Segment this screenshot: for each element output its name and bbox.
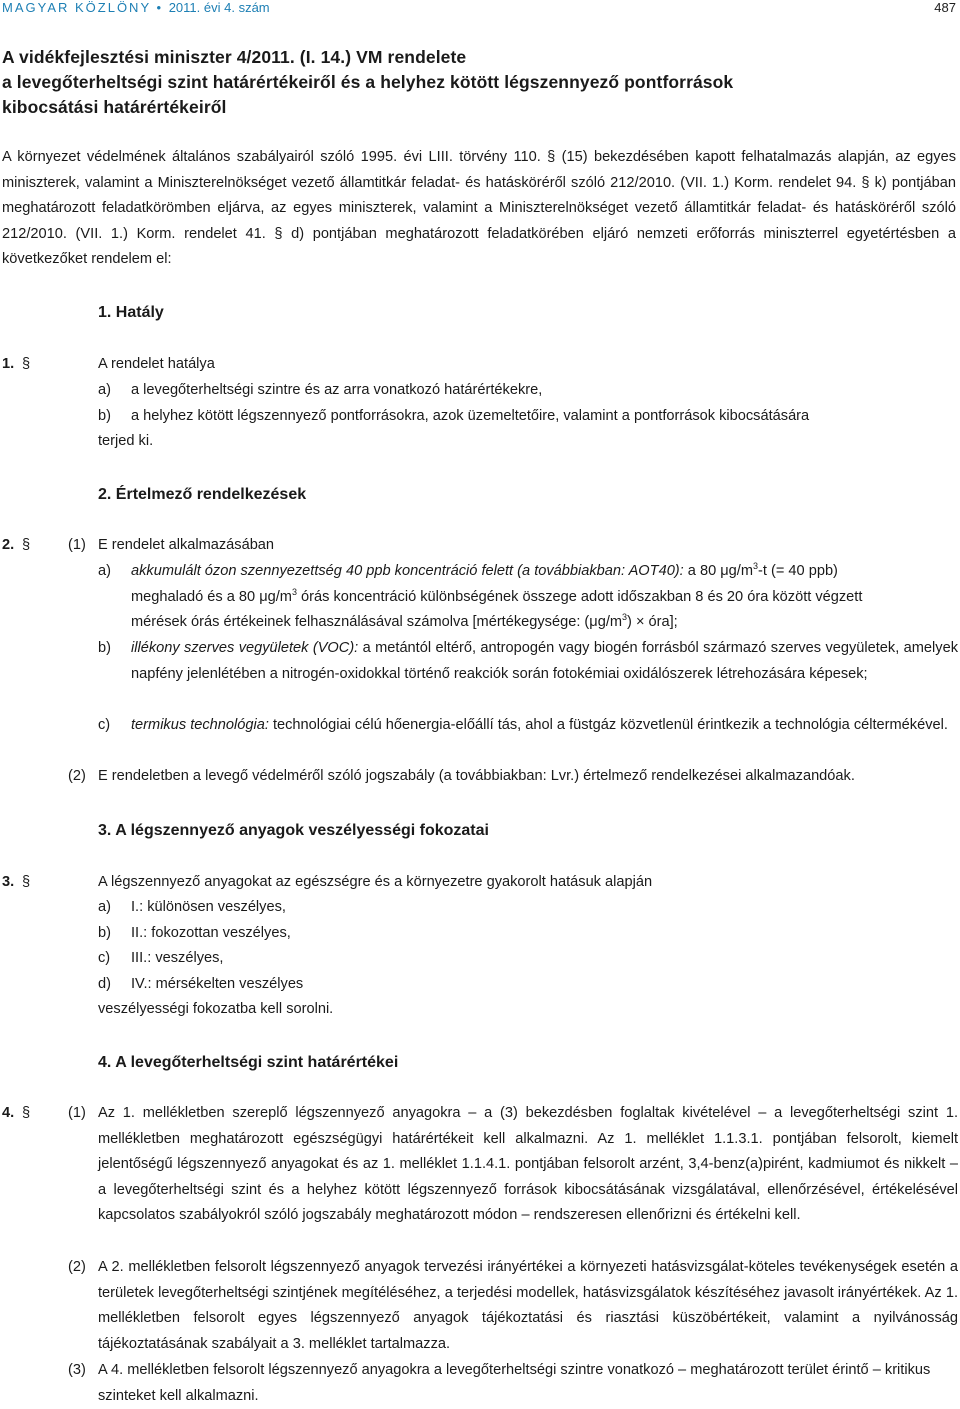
defined-term: akkumulált ózon szennyezettség 40 ppb koncentráció felett (a továbbiakban: AOT40): bbox=[131, 563, 684, 579]
item-letter: a) bbox=[98, 382, 111, 398]
definition-text: illékony szerves vegyületek (VOC): a metántól eltérő, antropogén vagy biogén forrásból származó szerves vegyületek, amelyek napfény jelenlétében a nitrogén-oxidokkal történő reakciók során fotokémiai oxidálószerek létrehozására képesek; bbox=[131, 640, 958, 682]
subsection-text: Az 1. mellékletben szereplő légszennyező anyagokra – a (3) bekezdésben foglaltak kivételével – a levegőterheltségi szint 1. mellékletben meghatározott egészségügyi határértékeit kell alkalmazni. Az 1. melléklet 1.1.3.1. pontjában felsorolt, kiemelt jelentőségű légszennyező anyagokat és az 1. melléklet 1.1.4.1. pontjában felsorolt arzént, 3,4-benz(a)pirént, kadmiumot és nikkelt – a levegőterheltségi szint és a helyhez kötött légszennyező források kibocsátásának vizsgálatával, ellenőrzésével, értékelésével kapcsolatos szabályokról szóló jogszabály meghatározott módon – rendszeresen ellenőrizni és értékelni kell. bbox=[98, 1105, 958, 1224]
section-symbol: § bbox=[22, 356, 31, 372]
title-line-2: a levegőterheltségi szint határértékeiről és a helyhez kötött légszennyező pontforrások bbox=[2, 72, 734, 92]
item-letter: b) bbox=[98, 408, 111, 424]
paragraph-4-2 bbox=[2, 1255, 958, 1365]
subsection-text: E rendelet alkalmazásában bbox=[98, 537, 275, 553]
paragraph-number: 2. bbox=[2, 537, 15, 553]
paragraph-text: A légszennyező anyagokat az egészségre és a környezetre gyakorolt hatásuk alapján bbox=[98, 874, 653, 890]
section-2-heading: 2. Értelmező rendelkezések bbox=[98, 486, 307, 503]
list-item: a) I.: különösen veszélyes, bbox=[98, 899, 286, 915]
subsection-number: (2) bbox=[68, 768, 86, 784]
section-1-heading: 1. Hatály bbox=[98, 304, 164, 321]
section-symbol: § bbox=[22, 874, 31, 890]
section-symbol: § bbox=[22, 1105, 31, 1121]
defined-term: termikus technológia: bbox=[131, 717, 269, 733]
paragraph-1 bbox=[2, 352, 958, 378]
subsection-2-2 bbox=[2, 764, 958, 790]
paragraph-4-1 bbox=[2, 1101, 958, 1261]
section-symbol: § bbox=[22, 537, 31, 553]
subsection-number: (2) bbox=[68, 1259, 86, 1275]
item-letter: b) bbox=[98, 640, 111, 656]
header-left bbox=[2, 0, 270, 15]
paragraph-4-3 bbox=[2, 1358, 958, 1406]
continuation-text: terjed ki. bbox=[98, 433, 154, 449]
paragraph-3 bbox=[2, 870, 958, 896]
definition-c bbox=[2, 713, 958, 765]
definition-line: mérések órás értékeinek felhasználásával számolva [mértékegysége: $(\mu g/m^3)$ × óra]; bbox=[131, 612, 678, 631]
paragraph-2 bbox=[2, 533, 958, 559]
paragraph-number: 1. bbox=[2, 356, 15, 372]
subsection-text: E rendeletben a levegő védelméről szóló jogszabály (a továbbiakban: Lvr.) értelmező rendelkezései alkalmazandóak. bbox=[98, 768, 855, 784]
definition-line: akkumulált ózon szennyezettség 40 ppb koncentráció felett (a továbbiakban: AOT40): a 80 $\mu g/m^3-t$ (= 40 ppb) bbox=[131, 561, 838, 579]
paragraph-number: 4. bbox=[2, 1105, 15, 1121]
list-item: c) III.: veszélyes, bbox=[98, 950, 224, 966]
closing-text: veszélyességi fokozatba kell sorolni. bbox=[98, 1001, 334, 1017]
list-item-a bbox=[2, 378, 958, 404]
issue-label: 2011. évi 4. szám bbox=[168, 0, 270, 15]
header-bullet: • bbox=[156, 0, 164, 15]
subsection-number: (1) bbox=[68, 1105, 86, 1121]
definition-text: termikus technológia: technológiai célú hőenergia-előállí tás, ahol a füstgáz közvetlenül érintkezik a technológia céltermékével. bbox=[131, 717, 948, 733]
item-text: a helyhez kötött légszennyező pontforrásokra, azok üzemeltetőire, valamint a pontforrások kibocsátására bbox=[131, 408, 810, 424]
section-3-heading: 3. A légszennyező anyagok veszélyességi fokozatai bbox=[98, 822, 489, 839]
defined-term: illékony szerves vegyületek (VOC): bbox=[131, 640, 359, 656]
definition-text bbox=[131, 559, 958, 636]
title-line-1: A vidékfejlesztési miniszter 4/2011. (I. 14.) VM rendelete bbox=[2, 47, 467, 67]
preamble: A környezet védelmének általános szabályairól szóló 1995. évi LIII. törvény 110. § (15) bekezdésében kapott felhatalmazás alapján, az egyes miniszterek, valamint a Miniszterelnökséget vezető államtitkár feladat- és hatásköréről szóló 212/2010. (VII. 1.) Korm. rendelet 94. § k) pontjában meghatározott feladatkörömben eljárva, az egyes miniszterek, valamint a Miniszterelnökséget vezető államtitkár feladat- és hatásköréről szóló 212/2010. (VII. 1.) Korm. rendelet 41. § d) pontjában meghatározott feladatkörében eljáró nemzeti erőforrás miniszterrel egyetértésben a következőket rendelem el: bbox=[2, 149, 956, 268]
section-4-heading: 4. A levegőterheltségi szint határértékei bbox=[98, 1054, 399, 1071]
list-item: d) IV.: mérsékelten veszélyes bbox=[98, 976, 304, 992]
document-title bbox=[2, 45, 952, 120]
title-line-3: kibocsátási határértékeiről bbox=[2, 97, 227, 117]
journal-name: MAGYAR KÖZLÖNY bbox=[2, 0, 151, 15]
list-item-b bbox=[2, 404, 958, 430]
definition-line: meghaladó és a 80 $\mu g/m^3$ órás koncentráció különbségének összege adott időszakban 8 és 20 óra között végzett bbox=[131, 586, 863, 605]
paragraph-text: A rendelet hatálya bbox=[98, 356, 215, 372]
definition-b bbox=[2, 636, 958, 716]
subsection-number: (3) bbox=[68, 1362, 86, 1378]
item-letter: c) bbox=[98, 717, 111, 733]
list-continuation bbox=[2, 429, 958, 455]
subsection-text: A 4. mellékletben felsorolt légszennyező anyagokra a levegőterheltségi szintre vonatkozó – meghatározott terület érintő – kritikus szinteket kell alkalmazni. bbox=[98, 1362, 931, 1404]
running-header bbox=[2, 0, 956, 20]
paragraph-number: 3. bbox=[2, 874, 15, 890]
list-item: b) II.: fokozottan veszélyes, bbox=[98, 925, 291, 941]
item-letter: a) bbox=[98, 563, 111, 579]
subsection-number: (1) bbox=[68, 537, 86, 553]
item-text: a levegőterheltségi szintre és az arra vonatkozó határértékekre, bbox=[131, 382, 543, 398]
list-closing bbox=[2, 997, 958, 1023]
definition-a bbox=[2, 559, 958, 639]
page-number: 487 bbox=[934, 0, 956, 15]
subsection-text: A 2. mellékletben felsorolt légszennyező anyagok tervezési irányértékei a környezeti hatásvizsgálat-köteles tevékenységek esetén a területek levegőterheltségi szintjének megítéléséhez, a terjedési modellek, hatásvizsgálatok készítéséhez javasolt irányértékek. Az 1. mellékletben felsorolt egyes légszennyező anyagok tájékoztatási és riasztási küszöbértékeit, valamint a nyilvánosság tájékoztatásának szabályait a 3. melléklet tartalmazza. bbox=[98, 1259, 958, 1352]
